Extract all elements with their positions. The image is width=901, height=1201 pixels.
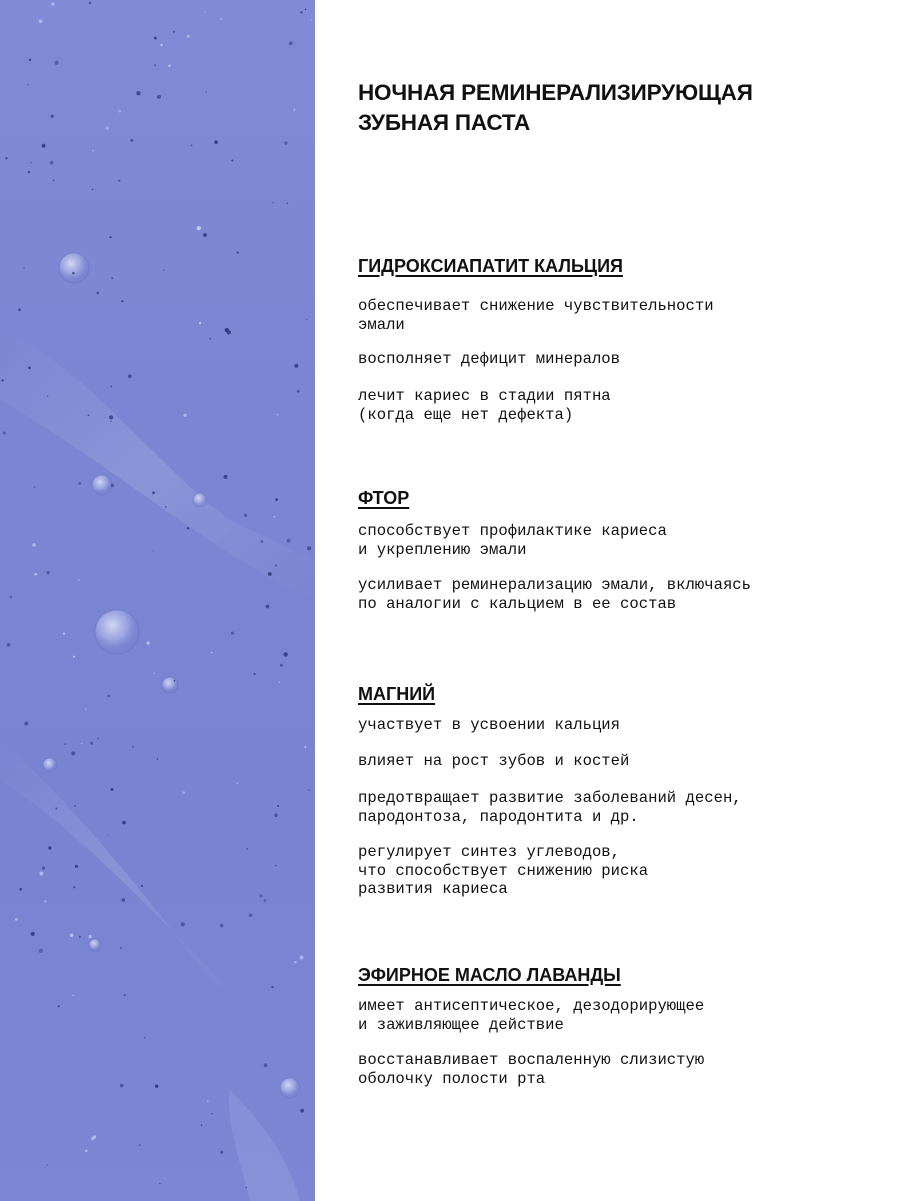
- page-title: [358, 78, 878, 138]
- gel-speck: [275, 865, 276, 866]
- gel-speck: [128, 374, 132, 378]
- gel-speck: [46, 571, 49, 574]
- gel-speck: [110, 386, 112, 388]
- gel-bubble: [193, 493, 207, 507]
- gel-speck: [18, 308, 21, 311]
- gel-speck: [264, 1063, 268, 1067]
- gel-speck: [90, 742, 93, 745]
- gel-speck: [311, 19, 312, 20]
- gel-speck: [214, 140, 218, 144]
- gel-speck: [187, 527, 189, 529]
- gel-speck: [160, 44, 162, 46]
- gel-speck: [254, 673, 256, 675]
- gel-speck: [111, 484, 114, 487]
- gel-speck: [63, 633, 65, 635]
- gel-speck: [182, 791, 185, 794]
- gel-speck: [106, 127, 109, 130]
- gel-speck: [72, 995, 74, 997]
- section-magnesium: [358, 683, 878, 898]
- gel-speck: [19, 888, 22, 891]
- gel-speck: [274, 814, 278, 818]
- gel-speck: [293, 109, 295, 111]
- gel-speck: [39, 872, 43, 876]
- gel-speck: [237, 251, 239, 253]
- benefit-item: усиливает реминерализацию эмали, включаясь по аналогии с кальцием в ее состав: [358, 576, 752, 613]
- gel-texture-svg: [0, 0, 315, 1201]
- gel-speck: [307, 546, 311, 550]
- gel-speck: [209, 338, 211, 340]
- gel-speck: [1, 379, 3, 381]
- gel-speck: [111, 277, 113, 279]
- gel-speck: [154, 37, 157, 40]
- gel-speck: [78, 579, 79, 580]
- section-fluoride: [358, 487, 878, 613]
- gel-speck: [305, 8, 307, 10]
- gel-speck: [300, 1109, 304, 1113]
- gel-speck: [245, 1187, 247, 1189]
- gel-speck: [275, 565, 277, 567]
- gel-speck: [109, 236, 111, 238]
- gel-speck: [183, 414, 186, 417]
- gel-speck: [96, 292, 99, 295]
- gel-speck: [34, 486, 36, 488]
- gel-speck: [155, 1085, 158, 1088]
- gel-speck: [31, 932, 35, 936]
- gel-speck: [276, 414, 278, 416]
- gel-speck: [39, 19, 43, 23]
- gel-speck: [306, 319, 307, 320]
- gel-speck: [173, 31, 175, 33]
- gel-speck: [152, 492, 155, 495]
- section-lavender-oil: [358, 964, 878, 1088]
- gel-speck: [308, 789, 310, 791]
- gel-speck: [118, 110, 121, 113]
- gel-speck: [85, 709, 86, 710]
- gel-speck: [153, 672, 155, 674]
- gel-speck: [259, 894, 262, 897]
- gel-speck: [275, 498, 278, 501]
- gel-speck: [24, 722, 28, 726]
- gel-speck: [120, 1084, 123, 1087]
- gel-speck: [10, 596, 13, 599]
- gel-speck: [225, 328, 229, 332]
- gel-speck: [42, 144, 46, 148]
- gel-speck: [121, 898, 125, 902]
- gel-speck: [50, 161, 54, 165]
- gel-speck: [55, 61, 59, 65]
- gel-speck: [204, 12, 205, 13]
- gel-speck: [58, 1005, 60, 1007]
- gel-speck: [220, 1151, 223, 1154]
- gel-speck: [78, 482, 81, 485]
- gel-speck: [268, 572, 272, 576]
- gel-speck: [277, 805, 279, 807]
- gel-speck: [187, 35, 190, 38]
- section-heading: ГИДРОКСИАПАТИТ КАЛЬЦИЯ: [358, 256, 623, 276]
- section-heading: ФТОР: [358, 488, 410, 508]
- gel-speck: [146, 641, 149, 644]
- gel-speck: [121, 300, 123, 302]
- gel-speck: [124, 994, 126, 996]
- gel-speck: [44, 900, 46, 902]
- gel-speck: [118, 180, 120, 182]
- gel-speck: [272, 202, 273, 203]
- gel-speck: [163, 269, 165, 271]
- gel-speck: [249, 913, 253, 917]
- gel-speck: [211, 652, 213, 654]
- gel-speck: [39, 949, 43, 953]
- gel-speck: [165, 506, 167, 508]
- gel-speck: [220, 18, 222, 20]
- gel-speck: [35, 573, 38, 576]
- gel-speck: [294, 961, 297, 964]
- gel-speck: [199, 322, 201, 324]
- gel-speck: [152, 550, 153, 551]
- gel-speck: [3, 431, 6, 434]
- gel-speck: [297, 390, 300, 393]
- gel-speck: [70, 933, 73, 936]
- gel-speck: [89, 935, 92, 938]
- gel-speck: [154, 64, 156, 66]
- gel-speck: [88, 414, 90, 416]
- gel-speck: [231, 632, 234, 635]
- gel-speck: [157, 758, 159, 760]
- gel-speck: [141, 885, 143, 887]
- gel-speck: [139, 1144, 141, 1146]
- gel-speck: [266, 605, 270, 609]
- gel-bubble: [280, 1078, 300, 1098]
- gel-bubble: [89, 939, 101, 951]
- gel-speck: [244, 514, 247, 517]
- gel-texture-image: [0, 0, 315, 1201]
- gel-speck: [72, 272, 75, 275]
- benefit-item: участвует в усвоении кальция: [358, 716, 621, 734]
- gel-speck: [246, 848, 248, 850]
- gel-speck: [271, 986, 273, 988]
- gel-speck: [203, 233, 207, 237]
- gel-speck: [287, 539, 291, 543]
- benefit-item: способствует профилактике кариеса и укреплению эмали: [358, 522, 667, 559]
- gel-speck: [168, 65, 171, 68]
- gel-speck: [55, 807, 57, 809]
- benefit-item: регулирует синтез углеводов, что способствует снижению риска развития кариеса: [358, 843, 649, 898]
- section-heading: МАГНИЙ: [358, 684, 436, 704]
- gel-speck: [5, 157, 7, 159]
- gel-speck: [92, 189, 94, 191]
- gel-speck: [263, 899, 266, 902]
- gel-speck: [74, 805, 76, 807]
- gel-speck: [92, 150, 94, 152]
- gel-speck: [15, 918, 18, 921]
- gel-speck: [110, 788, 113, 791]
- gel-speck: [108, 695, 110, 697]
- gel-speck: [51, 115, 54, 118]
- gel-speck: [304, 746, 306, 748]
- gel-speck: [73, 886, 75, 888]
- gel-speck: [280, 664, 283, 667]
- benefit-item: лечит кариес в стадии пятна (когда еще нет дефекта): [358, 387, 611, 424]
- gel-speck: [73, 656, 75, 658]
- gel-speck: [274, 516, 275, 517]
- benefit-item: восполняет дефицит минералов: [358, 350, 621, 368]
- gel-speck: [261, 540, 264, 543]
- gel-speck: [207, 1100, 209, 1102]
- gel-speck: [85, 1150, 88, 1153]
- gel-speck: [97, 738, 98, 739]
- gel-bubble: [92, 475, 112, 495]
- gel-speck: [197, 226, 201, 230]
- gel-speck: [174, 680, 176, 682]
- gel-speck: [122, 821, 126, 825]
- gel-speck: [136, 91, 140, 95]
- gel-speck: [89, 2, 92, 5]
- gel-speck: [29, 59, 32, 62]
- gel-speck: [120, 947, 122, 949]
- gel-speck: [144, 1037, 146, 1039]
- gel-speck: [211, 1113, 213, 1115]
- gel-speck: [46, 1164, 47, 1165]
- gel-speck: [224, 475, 228, 479]
- gel-speck: [190, 144, 192, 146]
- benefit-item: влияет на рост зубов и костей: [358, 752, 630, 770]
- benefit-item: восстанавливает воспаленную слизистую оболочку полости рта: [358, 1051, 705, 1088]
- title-line: НОЧНАЯ РЕМИНЕРАЛИЗИРУЮЩАЯ: [358, 80, 753, 105]
- gel-speck: [289, 41, 293, 45]
- gel-speck: [81, 742, 83, 744]
- gel-bubble: [95, 610, 139, 654]
- gel-speck: [23, 267, 25, 269]
- gel-bubble: [43, 758, 57, 772]
- gel-speck: [64, 743, 66, 745]
- gel-speck: [7, 643, 11, 647]
- gel-speck: [28, 171, 30, 173]
- gel-speck: [79, 936, 81, 938]
- gel-speck: [159, 1183, 160, 1184]
- title-line: ЗУБНАЯ ПАСТА: [358, 110, 531, 135]
- gel-speck: [42, 867, 45, 870]
- gel-speck: [91, 1137, 95, 1141]
- gel-speck: [132, 746, 134, 748]
- gel-speck: [284, 141, 287, 144]
- gel-speck: [157, 95, 161, 99]
- gel-speck: [287, 203, 289, 205]
- gel-speck: [109, 415, 113, 419]
- gel-speck: [53, 180, 55, 182]
- gel-speck: [47, 396, 49, 398]
- gel-speck: [27, 84, 29, 86]
- gel-speck: [48, 846, 51, 849]
- gel-speck: [220, 924, 224, 928]
- gel-bubble: [59, 253, 89, 283]
- gel-speck: [231, 159, 233, 161]
- gel-speck: [299, 955, 303, 959]
- benefit-item: обеспечивает снижение чувствительности эмали: [358, 297, 714, 334]
- benefit-item: имеет антисептическое, дезодорирующее и заживляющее действие: [358, 997, 705, 1034]
- gel-speck: [294, 364, 298, 368]
- gel-speck: [71, 751, 75, 755]
- gel-speck: [206, 91, 207, 92]
- gel-speck: [130, 139, 133, 142]
- gel-speck: [110, 421, 111, 422]
- gel-speck: [28, 367, 31, 370]
- gel-speck: [75, 865, 78, 868]
- section-calcium-hydroxyapatite: [358, 255, 878, 424]
- section-heading: ЭФИРНОЕ МАСЛО ЛАВАНДЫ: [358, 965, 621, 985]
- gel-speck: [107, 834, 108, 835]
- gel-speck: [30, 162, 31, 163]
- gel-speck: [51, 3, 54, 6]
- gel-speck: [201, 1125, 202, 1126]
- benefit-item: предотвращает развитие заболеваний десен, пародонтоза, пародонтита и др.: [358, 789, 742, 826]
- gel-speck: [236, 782, 238, 784]
- gel-speck: [32, 543, 36, 547]
- gel-speck: [278, 682, 279, 683]
- gel-bubble: [162, 677, 178, 693]
- gel-speck: [283, 652, 287, 656]
- gel-speck: [300, 11, 303, 14]
- gel-speck: [181, 922, 185, 926]
